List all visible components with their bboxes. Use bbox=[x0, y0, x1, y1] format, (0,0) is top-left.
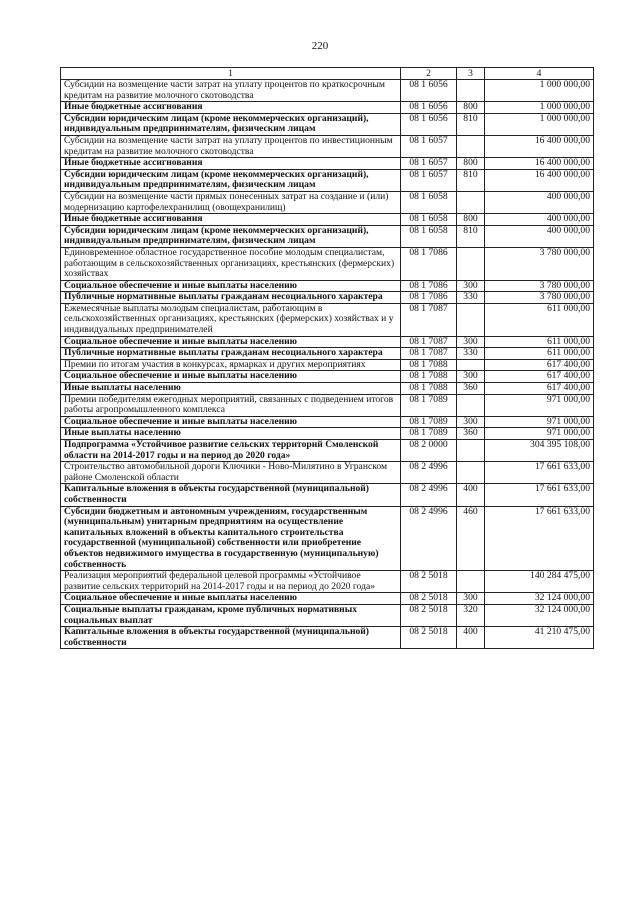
table-row bbox=[61, 102, 594, 114]
row-type-cell bbox=[457, 571, 485, 593]
row-name-cell: Публичные нормативные выплаты гражданам несоциального характера bbox=[61, 348, 401, 360]
row-amount-cell: 1 000 000,00 bbox=[485, 102, 594, 114]
row-amount-cell: 17 661 633,00 bbox=[485, 506, 594, 571]
row-name-cell: Субсидии на возмещение части затрат на уплату процентов по инвестиционным кредитам на развитие молочного скотоводства bbox=[61, 135, 401, 157]
table-row bbox=[61, 303, 594, 336]
row-amount-cell: 3 780 000,00 bbox=[485, 280, 594, 292]
row-code-cell: 08 1 6058 bbox=[401, 214, 457, 226]
row-name-cell: Социальные выплаты гражданам, кроме публичных нормативных социальных выплат bbox=[61, 604, 401, 626]
table-row bbox=[61, 627, 594, 649]
row-type-cell: 330 bbox=[457, 292, 485, 304]
row-name-cell: Единовременное областное государственное пособие молодым специалистам, работающим в сельскохозяйственных организациях, крестьянских (фермерских) хозяйствах bbox=[61, 247, 401, 280]
row-type-cell bbox=[457, 247, 485, 280]
row-name-cell: Иные бюджетные ассигнования bbox=[61, 214, 401, 226]
row-type-cell: 330 bbox=[457, 348, 485, 360]
table-row bbox=[61, 484, 594, 506]
row-code-cell: 08 2 4996 bbox=[401, 484, 457, 506]
table-row bbox=[61, 428, 594, 440]
table-row bbox=[61, 158, 594, 170]
row-amount-cell: 3 780 000,00 bbox=[485, 247, 594, 280]
row-amount-cell: 617 400,00 bbox=[485, 359, 594, 371]
row-name-cell: Премии победителям ежегодных мероприятий, связанных с подведением итогов работы агропромышленного комплекса bbox=[61, 394, 401, 416]
row-amount-cell: 617 400,00 bbox=[485, 383, 594, 395]
row-amount-cell: 971 000,00 bbox=[485, 394, 594, 416]
table-row bbox=[61, 440, 594, 462]
table-row bbox=[61, 359, 594, 371]
row-code-cell: 08 1 7087 bbox=[401, 348, 457, 360]
row-code-cell: 08 1 6057 bbox=[401, 169, 457, 191]
row-name-cell: Социальное обеспечение и иные выплаты населению bbox=[61, 593, 401, 605]
row-type-cell: 810 bbox=[457, 169, 485, 191]
table-row bbox=[61, 604, 594, 626]
row-name-cell: Субсидии на возмещение части прямых понесенных затрат на создание и (или) модернизацию картофелехранилищ (овощехранилищ) bbox=[61, 191, 401, 213]
row-name-cell: Реализация мероприятий федеральной целевой программы «Устойчивое развитие сельских территорий на 2014-2017 годы и на период до 2020 года» bbox=[61, 571, 401, 593]
row-code-cell: 08 1 7088 bbox=[401, 383, 457, 395]
row-code-cell: 08 2 4996 bbox=[401, 506, 457, 571]
row-name-cell: Социальное обеспечение и иные выплаты населению bbox=[61, 416, 401, 428]
row-type-cell: 400 bbox=[457, 484, 485, 506]
row-name-cell: Субсидии на возмещение части затрат на уплату процентов по краткосрочным кредитам на развитие молочного скотоводства bbox=[61, 80, 401, 102]
row-name-cell: Строительство автомобильной дороги Ключики - Ново-Милятино в Угранском районе Смоленской области bbox=[61, 462, 401, 484]
row-code-cell: 08 1 7086 bbox=[401, 247, 457, 280]
row-name-cell: Иные выплаты населению bbox=[61, 383, 401, 395]
row-amount-cell: 1 000 000,00 bbox=[485, 113, 594, 135]
row-amount-cell: 3 780 000,00 bbox=[485, 292, 594, 304]
row-type-cell bbox=[457, 191, 485, 213]
row-type-cell bbox=[457, 440, 485, 462]
row-type-cell: 300 bbox=[457, 593, 485, 605]
row-name-cell: Капитальные вложения в объекты государственной (муниципальной) собственности bbox=[61, 484, 401, 506]
row-type-cell: 320 bbox=[457, 604, 485, 626]
row-type-cell: 300 bbox=[457, 280, 485, 292]
row-name-cell: Субсидии юридическим лицам (кроме некоммерческих организаций), индивидуальным предпринимателям, физическим лицам bbox=[61, 225, 401, 247]
row-code-cell: 08 1 7088 bbox=[401, 359, 457, 371]
row-code-cell: 08 1 6057 bbox=[401, 135, 457, 157]
table-row bbox=[61, 394, 594, 416]
row-name-cell: Субсидии юридическим лицам (кроме некоммерческих организаций), индивидуальным предпринимателям, физическим лицам bbox=[61, 169, 401, 191]
row-name-cell: Социальное обеспечение и иные выплаты населению bbox=[61, 336, 401, 348]
header-col-4: 4 bbox=[485, 68, 594, 80]
row-amount-cell: 16 400 000,00 bbox=[485, 135, 594, 157]
row-name-cell: Социальное обеспечение и иные выплаты населению bbox=[61, 280, 401, 292]
row-amount-cell: 400 000,00 bbox=[485, 225, 594, 247]
row-amount-cell: 17 661 633,00 bbox=[485, 462, 594, 484]
row-code-cell: 08 2 5018 bbox=[401, 593, 457, 605]
row-type-cell: 460 bbox=[457, 506, 485, 571]
row-name-cell: Социальное обеспечение и иные выплаты населению bbox=[61, 371, 401, 383]
table-row bbox=[61, 225, 594, 247]
table-row bbox=[61, 247, 594, 280]
row-type-cell: 300 bbox=[457, 416, 485, 428]
row-amount-cell: 17 661 633,00 bbox=[485, 484, 594, 506]
row-amount-cell: 611 000,00 bbox=[485, 348, 594, 360]
row-type-cell: 800 bbox=[457, 214, 485, 226]
row-code-cell: 08 1 7087 bbox=[401, 303, 457, 336]
row-amount-cell: 304 395 108,00 bbox=[485, 440, 594, 462]
row-code-cell: 08 1 7088 bbox=[401, 371, 457, 383]
table-row bbox=[61, 371, 594, 383]
row-amount-cell: 611 000,00 bbox=[485, 336, 594, 348]
table-row bbox=[61, 80, 594, 102]
row-type-cell bbox=[457, 80, 485, 102]
row-code-cell: 08 2 4996 bbox=[401, 462, 457, 484]
row-code-cell: 08 1 7086 bbox=[401, 292, 457, 304]
row-amount-cell: 400 000,00 bbox=[485, 191, 594, 213]
row-type-cell: 400 bbox=[457, 627, 485, 649]
row-type-cell: 800 bbox=[457, 102, 485, 114]
row-code-cell: 08 1 7089 bbox=[401, 416, 457, 428]
row-name-cell: Иные бюджетные ассигнования bbox=[61, 102, 401, 114]
table-row bbox=[61, 113, 594, 135]
row-code-cell: 08 1 6058 bbox=[401, 225, 457, 247]
table-body bbox=[61, 80, 594, 649]
row-amount-cell: 611 000,00 bbox=[485, 303, 594, 336]
table-row bbox=[61, 336, 594, 348]
row-name-cell: Иные выплаты населению bbox=[61, 428, 401, 440]
row-code-cell: 08 1 7087 bbox=[401, 336, 457, 348]
budget-table bbox=[60, 67, 594, 649]
row-code-cell: 08 2 5018 bbox=[401, 604, 457, 626]
row-type-cell bbox=[457, 135, 485, 157]
table-row bbox=[61, 462, 594, 484]
header-col-2: 2 bbox=[401, 68, 457, 80]
row-code-cell: 08 1 7089 bbox=[401, 428, 457, 440]
row-amount-cell: 1 000 000,00 bbox=[485, 80, 594, 102]
row-type-cell: 800 bbox=[457, 158, 485, 170]
row-amount-cell: 617 400,00 bbox=[485, 371, 594, 383]
row-code-cell: 08 1 7089 bbox=[401, 394, 457, 416]
row-code-cell: 08 1 6058 bbox=[401, 191, 457, 213]
row-code-cell: 08 1 6056 bbox=[401, 113, 457, 135]
header-col-1: 1 bbox=[61, 68, 401, 80]
table-row bbox=[61, 169, 594, 191]
row-amount-cell: 400 000,00 bbox=[485, 214, 594, 226]
row-code-cell: 08 1 6056 bbox=[401, 102, 457, 114]
row-code-cell: 08 1 6056 bbox=[401, 80, 457, 102]
row-type-cell: 360 bbox=[457, 428, 485, 440]
table-row bbox=[61, 292, 594, 304]
row-type-cell: 360 bbox=[457, 383, 485, 395]
table-row bbox=[61, 214, 594, 226]
row-code-cell: 08 2 0000 bbox=[401, 440, 457, 462]
row-type-cell bbox=[457, 394, 485, 416]
table-row bbox=[61, 348, 594, 360]
header-col-3: 3 bbox=[457, 68, 485, 80]
row-amount-cell: 971 000,00 bbox=[485, 428, 594, 440]
row-type-cell bbox=[457, 303, 485, 336]
table-row bbox=[61, 506, 594, 571]
table-row bbox=[61, 191, 594, 213]
row-type-cell: 810 bbox=[457, 113, 485, 135]
row-type-cell bbox=[457, 359, 485, 371]
row-code-cell: 08 1 7086 bbox=[401, 280, 457, 292]
row-name-cell: Публичные нормативные выплаты гражданам несоциального характера bbox=[61, 292, 401, 304]
row-amount-cell: 32 124 000,00 bbox=[485, 593, 594, 605]
row-amount-cell: 16 400 000,00 bbox=[485, 158, 594, 170]
table-row bbox=[61, 383, 594, 395]
table-header-row bbox=[61, 68, 594, 80]
row-name-cell: Премии по итогам участия в конкурсах, ярмарках и других мероприятиях bbox=[61, 359, 401, 371]
table-row bbox=[61, 593, 594, 605]
row-type-cell: 810 bbox=[457, 225, 485, 247]
row-amount-cell: 140 284 475,00 bbox=[485, 571, 594, 593]
row-code-cell: 08 2 5018 bbox=[401, 571, 457, 593]
table-row bbox=[61, 280, 594, 292]
row-amount-cell: 971 000,00 bbox=[485, 416, 594, 428]
row-name-cell: Капитальные вложения в объекты государственной (муниципальной) собственности bbox=[61, 627, 401, 649]
row-name-cell: Подпрограмма «Устойчивое развитие сельских территорий Смоленской области на 2014-2017 годы и на период до 2020 года» bbox=[61, 440, 401, 462]
row-amount-cell: 32 124 000,00 bbox=[485, 604, 594, 626]
row-amount-cell: 16 400 000,00 bbox=[485, 169, 594, 191]
table-row bbox=[61, 571, 594, 593]
row-amount-cell: 41 210 475,00 bbox=[485, 627, 594, 649]
row-name-cell: Субсидии юридическим лицам (кроме некоммерческих организаций), индивидуальным предпринимателям, физическим лицам bbox=[61, 113, 401, 135]
row-name-cell: Ежемесячные выплаты молодым специалистам, работающим в сельскохозяйственных организациях, крестьянских (фермерских) хозяйствах и у индивидуальных предпринимателей bbox=[61, 303, 401, 336]
row-name-cell: Иные бюджетные ассигнования bbox=[61, 158, 401, 170]
row-type-cell: 300 bbox=[457, 336, 485, 348]
table-row bbox=[61, 135, 594, 157]
row-code-cell: 08 1 6057 bbox=[401, 158, 457, 170]
row-type-cell: 300 bbox=[457, 371, 485, 383]
row-name-cell: Субсидии бюджетным и автономным учреждениям, государственным (муниципальным) унитарным предприятиям на осуществление капитальных вложений в объекты капитального строительства государственной (муниципальной) собственности или приобретение объектов недвижимого имущества в государственную (муниципальную) собственность bbox=[61, 506, 401, 571]
row-code-cell: 08 2 5018 bbox=[401, 627, 457, 649]
page-number: 220 bbox=[311, 40, 329, 52]
row-type-cell bbox=[457, 462, 485, 484]
table-row bbox=[61, 416, 594, 428]
